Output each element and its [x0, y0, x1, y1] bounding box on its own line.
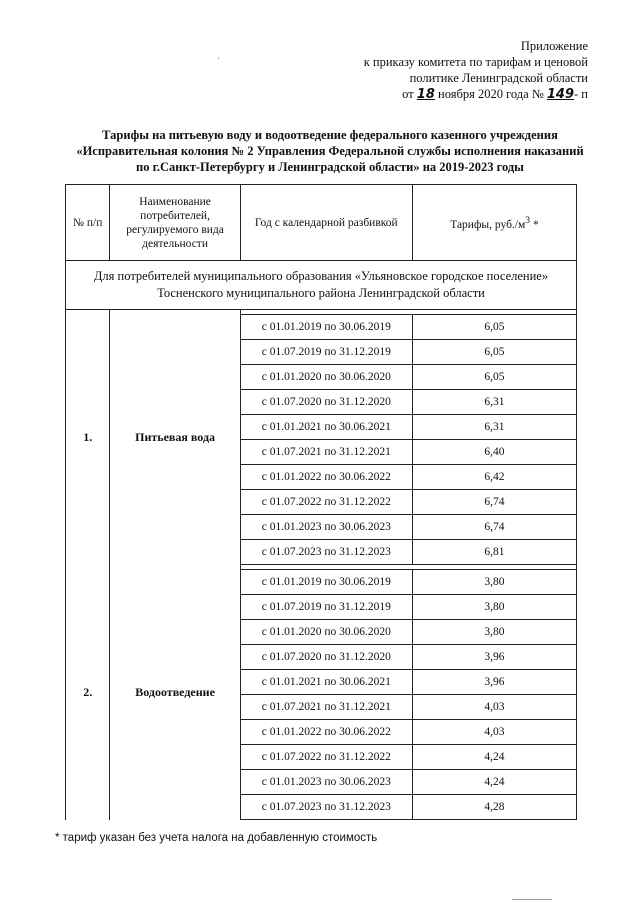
section-name: Водоотведение: [135, 684, 215, 699]
period-cell: с 01.07.2022 по 31.12.2022: [240, 490, 412, 515]
title-line-3: по г.Санкт-Петербургу и Ленинградской области» на 2019-2023 годы: [136, 160, 524, 174]
section-num-cell: [66, 565, 110, 820]
period-cell: с 01.07.2020 по 31.12.2020: [240, 645, 412, 670]
tariff-cell: 6,31: [412, 390, 576, 415]
tariff-cell: 6,40: [412, 440, 576, 465]
handwritten-order-number: 149: [546, 87, 575, 102]
header-num: № п/п: [66, 185, 110, 261]
date-middle: ноября 2020 года №: [438, 87, 544, 101]
section-name-cell: [110, 310, 240, 565]
header-name: Наименование потребителей, регулируемого вида деятельности: [110, 185, 240, 261]
tariff-cell: 4,28: [412, 795, 576, 820]
date-prefix: от: [402, 87, 414, 101]
period-cell: с 01.01.2020 по 30.06.2020: [240, 365, 412, 390]
title-line-1: Тарифы на питьевую воду и водоотведение федерального казенного учреждения: [102, 128, 558, 142]
period-cell: с 01.07.2022 по 31.12.2022: [240, 745, 412, 770]
tariff-cell: 6,31: [412, 415, 576, 440]
tariff-cell: 4,24: [412, 770, 576, 795]
tariff-cell: 6,05: [412, 315, 576, 340]
tariff-cell: 3,80: [412, 620, 576, 645]
period-cell: с 01.01.2019 по 30.06.2019: [240, 570, 412, 595]
period-cell: с 01.01.2021 по 30.06.2021: [240, 670, 412, 695]
header-tariff-sup: 3: [525, 214, 531, 226]
header-tariff-text: Тарифы, руб./м: [450, 218, 526, 231]
scan-speck: ': [218, 56, 220, 65]
tariff-cell: 3,80: [412, 595, 576, 620]
document-title: [60, 127, 600, 175]
tariff-cell: 6,42: [412, 465, 576, 490]
appendix-line-3: политике Ленинградской области: [409, 71, 588, 85]
sections-body: [66, 310, 577, 820]
period-cell: с 01.07.2023 по 31.12.2023: [240, 795, 412, 820]
period-cell: с 01.01.2023 по 30.06.2023: [240, 515, 412, 540]
section-name: Питьевая вода: [135, 429, 216, 444]
period-cell: с 01.07.2020 по 31.12.2020: [240, 390, 412, 415]
tariff-cell: 4,24: [412, 745, 576, 770]
order-suffix: - п: [574, 87, 588, 101]
period-cell: с 01.01.2023 по 30.06.2023: [240, 770, 412, 795]
section-num-cell: [66, 310, 110, 565]
period-cell: с 01.01.2020 по 30.06.2020: [240, 620, 412, 645]
period-cell: с 01.07.2021 по 31.12.2021: [240, 440, 412, 465]
tariff-cell: 4,03: [412, 695, 576, 720]
tariff-cell: 6,05: [412, 365, 576, 390]
tariff-cell: 6,81: [412, 540, 576, 565]
handwritten-day: 18: [416, 87, 435, 102]
period-cell: с 01.07.2019 по 31.12.2019: [240, 340, 412, 365]
appendix-line-2: к приказу комитета по тарифам и ценовой: [363, 55, 588, 69]
appendix-block: [364, 38, 588, 103]
footnote: * тариф указан без учета налога на добавленную стоимость: [55, 832, 378, 844]
tariff-cell: 3,96: [412, 670, 576, 695]
group-label-line-2: Тосненского муниципального района Ленинградской области: [157, 286, 485, 300]
header-period: Год с календарной разбивкой: [240, 185, 412, 261]
header-tariff: [412, 185, 576, 261]
group-label-line-1: Для потребителей муниципального образования «Ульяновское городское поселение»: [93, 269, 549, 283]
appendix-date-line: [364, 86, 588, 103]
table-header-row: [66, 185, 577, 261]
title-line-2: «Исправительная колония № 2 Управления Федеральной службы исполнения наказаний: [76, 144, 584, 158]
tariff-table: [65, 184, 577, 820]
group-row: [66, 261, 577, 310]
appendix-line-1: Приложение: [520, 39, 588, 53]
tariff-cell: 4,03: [412, 720, 576, 745]
tariff-cell: 6,74: [412, 515, 576, 540]
period-cell: с 01.07.2023 по 31.12.2023: [240, 540, 412, 565]
period-cell: с 01.01.2022 по 30.06.2022: [240, 465, 412, 490]
section-number: 1.: [83, 429, 93, 444]
tariff-cell: 3,96: [412, 645, 576, 670]
header-tariff-asterisk: *: [530, 218, 539, 231]
period-cell: с 01.01.2021 по 30.06.2021: [240, 415, 412, 440]
group-label: [66, 261, 577, 310]
period-cell: с 01.07.2021 по 31.12.2021: [240, 695, 412, 720]
period-cell: с 01.07.2019 по 31.12.2019: [240, 595, 412, 620]
section-number: 2.: [83, 684, 93, 699]
period-cell: с 01.01.2022 по 30.06.2022: [240, 720, 412, 745]
period-cell: с 01.01.2019 по 30.06.2019: [240, 315, 412, 340]
tariff-cell: 3,80: [412, 570, 576, 595]
scan-edge-line: [512, 899, 552, 900]
tariff-cell: 6,74: [412, 490, 576, 515]
tariff-cell: 6,05: [412, 340, 576, 365]
section-name-cell: [110, 565, 240, 820]
